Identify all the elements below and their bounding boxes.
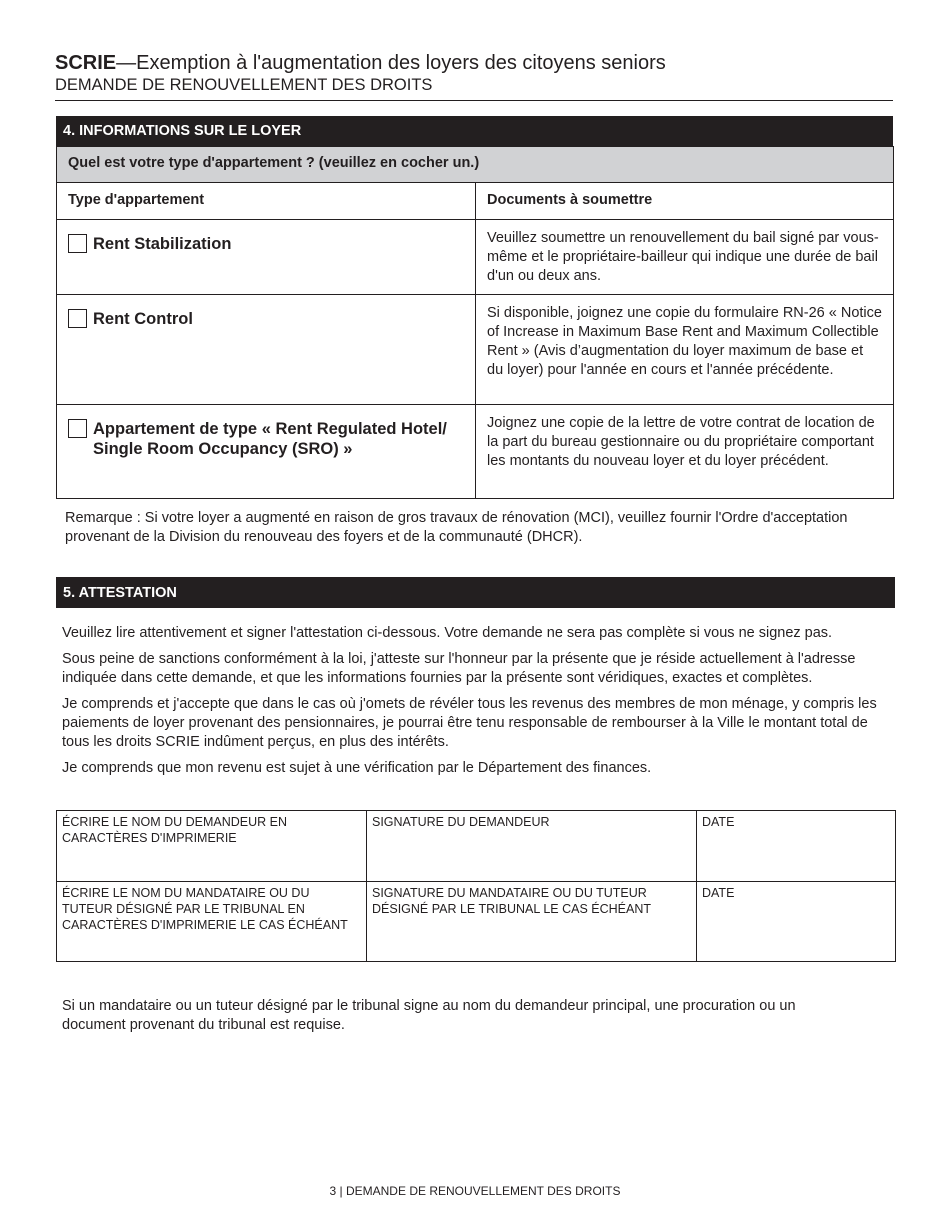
- table-row: [57, 295, 894, 405]
- header-divider: [55, 100, 893, 101]
- rent-type-table: [56, 146, 894, 499]
- page-header: [55, 50, 893, 95]
- column-header-documents: Documents à soumettre: [476, 183, 894, 220]
- documents-cell: Joignez une copie de la lettre de votre contrat de location de la part du bureau gestionnaire ou du propriétaire comportant les montants du nouveau loyer et du loyer précédent.: [476, 405, 894, 499]
- section-5-heading: 5. ATTESTATION: [56, 577, 895, 608]
- type-cell: [57, 405, 476, 499]
- form-title: [55, 50, 893, 76]
- page-footer: 3 | DEMANDE DE RENOUVELLEMENT DES DROITS: [329, 1184, 621, 1198]
- title-text: Exemption à l'augmentation des loyers des citoyens seniors: [136, 52, 666, 74]
- applicant-signature-field[interactable]: [367, 811, 697, 882]
- rent-control-label: Rent Control: [93, 310, 193, 328]
- type-cell: [57, 220, 476, 295]
- proxy-footnote: Si un mandataire ou un tuteur désigné par le tribunal signe au nom du demandeur principal, une procuration ou un document provenant du tribunal est requise.: [62, 998, 796, 1033]
- column-header-type: Type d'appartement: [57, 183, 476, 220]
- form-subtitle: DEMANDE DE RENOUVELLEMENT DES DROITS: [55, 76, 433, 94]
- proxy-date-label: DATE: [702, 886, 735, 900]
- attestation-text: [62, 624, 898, 785]
- proxy-date-field[interactable]: [697, 882, 896, 962]
- apartment-type-question: Quel est votre type d'appartement ? (veuillez en cocher un.): [57, 147, 894, 183]
- applicant-signature-label: SIGNATURE DU DEMANDEUR: [372, 815, 550, 829]
- proxy-name-field[interactable]: [57, 882, 367, 962]
- table-row: [57, 405, 894, 499]
- rent-stabilization-checkbox[interactable]: [68, 234, 87, 253]
- proxy-signature-label: SIGNATURE DU MANDATAIRE OU DU TUTEUR DÉSIGNÉ PAR LE TRIBUNAL LE CAS ÉCHÉANT: [372, 886, 652, 916]
- title-dash: —: [116, 52, 137, 74]
- mci-note: Remarque : Si votre loyer a augmenté en raison de gros travaux de rénovation (MCI), veuillez fournir l'Ordre d'acceptation provenant de la Division du renouveau des foyers et de la communauté (DHCR).: [65, 510, 848, 545]
- proxy-name-label: ÉCRIRE LE NOM DU MANDATAIRE OU DU TUTEUR DÉSIGNÉ PAR LE TRIBUNAL EN CARACTÈRES D'IMPRIMERIE LE CAS ÉCHÉANT: [62, 886, 348, 932]
- applicant-name-label: ÉCRIRE LE NOM DU DEMANDEUR EN CARACTÈRES D'IMPRIMERIE: [62, 815, 288, 845]
- attestation-paragraph: Je comprends que mon revenu est sujet à une vérification par le Département des finances.: [62, 760, 652, 776]
- hotel-sro-label: Appartement de type « Rent Regulated Hotel/ Single Room Occupancy (SRO) »: [93, 420, 447, 458]
- applicant-name-field[interactable]: [57, 811, 367, 882]
- table-row: [57, 220, 894, 295]
- applicant-date-label: DATE: [702, 815, 735, 829]
- rent-stabilization-label: Rent Stabilization: [93, 235, 232, 253]
- documents-cell: Veuillez soumettre un renouvellement du bail signé par vous-même et le propriétaire-bailleur qui indique une durée de bail d'un ou deux ans.: [476, 220, 894, 295]
- attestation-paragraph: Veuillez lire attentivement et signer l'attestation ci-dessous. Votre demande ne sera pas complète si vous ne signez pas.: [62, 625, 833, 641]
- section-4-heading: 4. INFORMATIONS SUR LE LOYER: [56, 116, 893, 146]
- brand-name: SCRIE: [55, 52, 117, 74]
- attestation-paragraph: Sous peine de sanctions conformément à la loi, j'atteste sur l'honneur par la présente que je réside actuellement à l'adresse indiquée dans cette demande, et que les informations fournies par la présente sont véridiques, exactes et complètes.: [62, 651, 856, 686]
- attestation-paragraph: Je comprends et j'accepte que dans le cas où j'omets de révéler tous les revenus des membres de mon ménage, y compris les paiements de loyer provenant des pensionnaires, je pourrai être tenu responsable de rembourser à la Ville le montant total de tous les droits SCRIE indûment perçus, en plus des intérêts.: [62, 696, 877, 750]
- hotel-sro-checkbox[interactable]: [68, 419, 87, 438]
- rent-control-checkbox[interactable]: [68, 309, 87, 328]
- applicant-date-field[interactable]: [697, 811, 896, 882]
- documents-cell: Si disponible, joignez une copie du formulaire RN-26 « Notice of Increase in Maximum Base Rent and Maximum Collectible Rent » (Avis d’augmentation du loyer maximum de base et du loyer) pour l'année en cours et l'année précédente.: [476, 295, 894, 405]
- signature-table: [56, 810, 896, 962]
- proxy-signature-field[interactable]: [367, 882, 697, 962]
- type-cell: [57, 295, 476, 405]
